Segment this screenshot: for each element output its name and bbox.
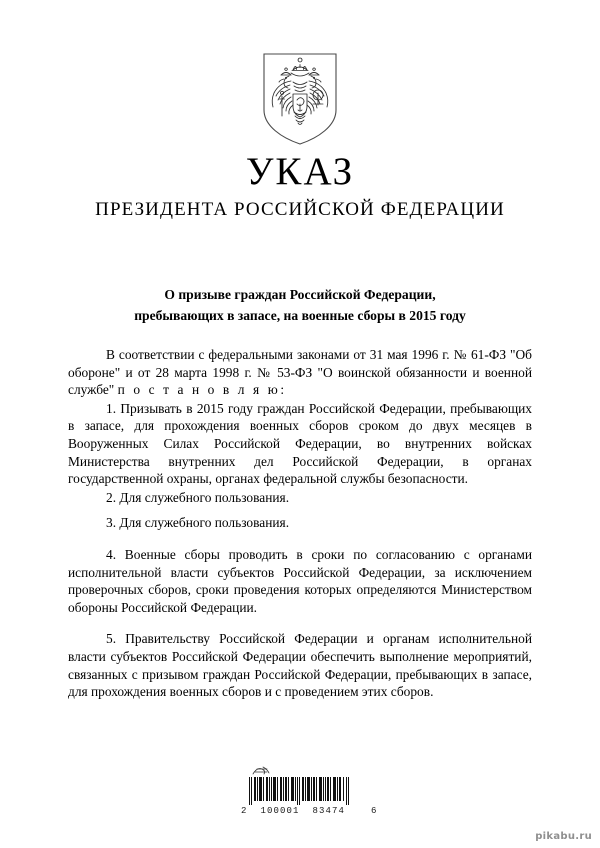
barcode-icon: [248, 777, 352, 805]
paragraph-item-5: 5. Правительству Российской Федерации и органам исполнительной власти субъектов Российской Федерации обеспечить выполнение мероприятий, связанных с призывом граждан Российской Федерации, пребывающих в запасе, для прохождения военных сборов и с проведением этих сборов.: [68, 631, 532, 700]
document-title: УКАЗ: [245, 150, 355, 193]
subject-line-2: пребывающих в запасе, на военные сборы в 2015 году: [134, 307, 466, 323]
handwritten-mark-icon: [250, 766, 276, 776]
barcode-block: [0, 766, 600, 816]
document-body: [68, 346, 532, 701]
document-subtitle: ПРЕЗИДЕНТА РОССИЙСКОЙ ФЕДЕРАЦИИ: [95, 199, 505, 220]
russian-coat-of-arms-icon: [260, 52, 340, 146]
paragraph-item-1: 1. Призывать в 2015 году граждан Российской Федерации, пребывающих в запасе, для прохождения военных сборов сроком до двух месяцев в Вооруженных Силах Российской Федерации, во внутренних войсках Министерства внутренних дел Российской Федерации, в органах государственной охраны, органах федеральной службы безопасности.: [68, 400, 532, 487]
barcode-digits: 2 100001 83474 6: [241, 806, 378, 816]
coat-of-arms-container: [0, 52, 600, 146]
preamble-text: В соответствии с федеральными законами от 31 мая 1996 г. № 61-ФЗ "Об обороне" и от 28 марта 1998 г. № 53-ФЗ "О воинской обязанности и военной службе": [68, 347, 532, 398]
paragraph-item-4: 4. Военные сборы проводить в сроки по согласованию с органами исполнительной власти субъектов Российской Федерации, за исключением проверочных сборов, сроки проведения которых определяются Министерством обороны Российской Федерации.: [68, 546, 532, 615]
paragraph-item-3: 3. Для служебного пользования.: [106, 515, 290, 531]
paragraph-item-2: 2. Для служебного пользования.: [106, 489, 290, 505]
watermark: pikabu.ru: [535, 831, 592, 842]
document-subject: [70, 285, 530, 326]
subject-line-1: О призыве граждан Российской Федерации,: [164, 287, 436, 302]
paragraph-preamble: [68, 346, 532, 399]
preamble-decree-verb: п о с т а н о в л я ю:: [117, 382, 287, 398]
